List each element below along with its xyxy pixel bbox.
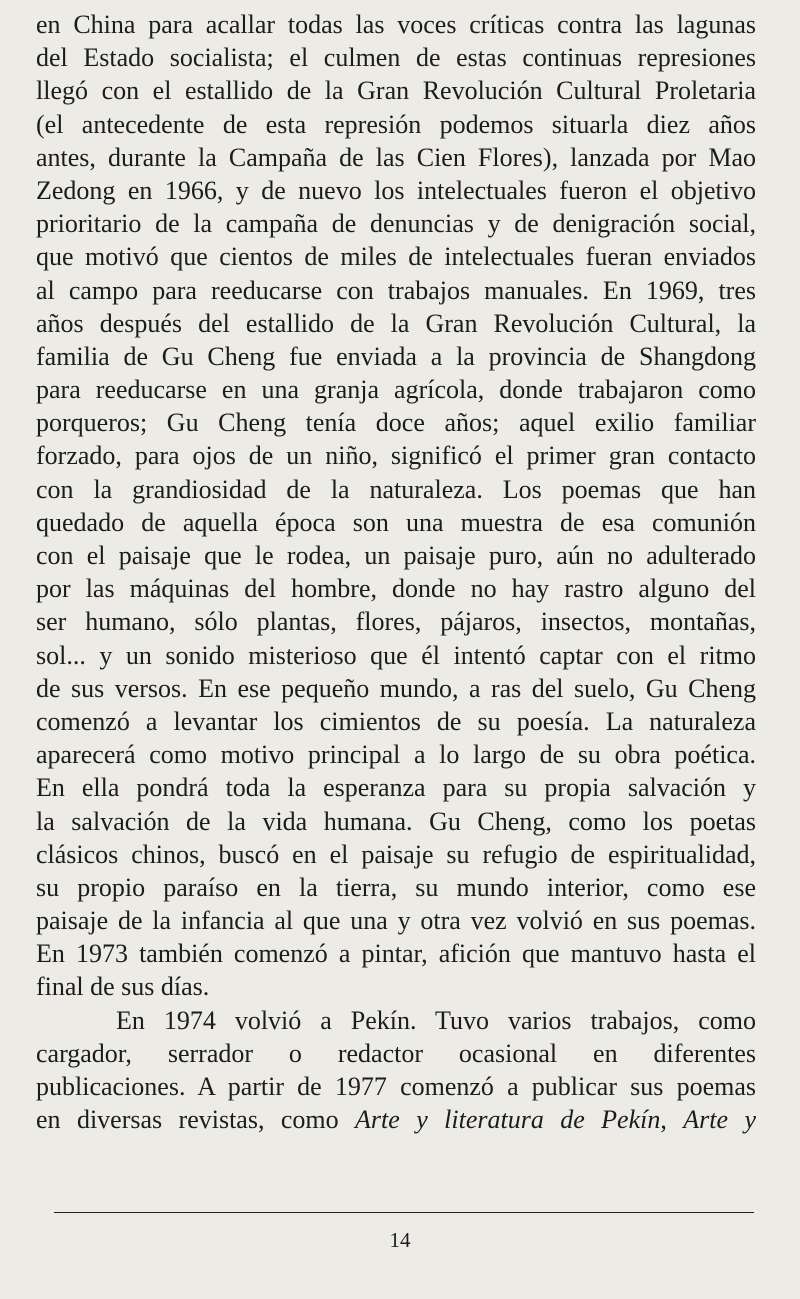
footer-rule: [54, 1212, 754, 1213]
paragraph-2: [36, 1004, 756, 1137]
text-line-with-titles: [36, 1103, 756, 1136]
text-line: sol... y un sonido misterioso que él intentó captar con el ritmo: [36, 640, 756, 670]
text-line: al campo para reeducarse con trabajos manuales. En 1969, tres: [36, 275, 756, 305]
line-prefix: en diversas revistas, como: [36, 1105, 356, 1135]
text-line: En ella pondrá toda la esperanza para su propia salvación y: [36, 773, 756, 803]
body-text: [36, 8, 756, 1136]
text-line: para reeducarse en una granja agrícola, donde trabajaron como: [36, 375, 756, 405]
magazine-title: Arte y: [683, 1105, 756, 1135]
text-line: llegó con el estallido de la Gran Revolución Cultural Proletaria: [36, 76, 756, 106]
text-line: antes, durante la Campaña de las Cien Flores), lanzada por Mao: [36, 142, 756, 172]
text-line: familia de Gu Cheng fue enviada a la provincia de Shangdong: [36, 341, 756, 371]
text-line: (el antecedente de esta represión podemos situarla diez años: [36, 109, 756, 139]
text-line: con la grandiosidad de la naturaleza. Los poemas que han: [36, 474, 756, 504]
text-line: publicaciones. A partir de 1977 comenzó a publicar sus poemas: [36, 1072, 756, 1101]
text-line: por las máquinas del hombre, donde no hay rastro alguno del: [36, 574, 756, 604]
text-line: final de sus días.: [36, 972, 210, 1002]
paragraph-1: [36, 8, 756, 1004]
text-line: prioritario de la campaña de denuncias y de denigración social,: [36, 209, 756, 239]
page-number: 14: [389, 1228, 411, 1252]
text-line: porqueros; Gu Cheng tenía doce años; aquel exilio familiar: [36, 408, 756, 438]
line-separator: ,: [660, 1105, 684, 1135]
text-line: su propio paraíso en la tierra, su mundo interior, como ese: [36, 872, 756, 902]
text-line: del Estado socialista; el culmen de estas continuas represiones: [36, 43, 756, 73]
text-line: años después del estallido de la Gran Revolución Cultural, la: [36, 308, 756, 338]
text-line: que motivó que cientos de miles de intelectuales fueran enviados: [36, 242, 756, 272]
text-line: clásicos chinos, buscó en el paisaje su refugio de espiritualidad,: [36, 839, 756, 869]
text-line: ser humano, sólo plantas, flores, pájaros, insectos, montañas,: [36, 607, 756, 637]
magazine-title: Arte y literatura de Pekín: [355, 1105, 661, 1135]
text-line: En 1973 también comenzó a pintar, afición que mantuvo hasta el: [36, 939, 756, 969]
text-line: comenzó a levantar los cimientos de su poesía. La naturaleza: [36, 706, 756, 736]
text-line: En 1974 volvió a Pekín. Tuvo varios trabajos, como: [116, 1005, 756, 1035]
text-line: la salvación de la vida humana. Gu Cheng, como los poetas: [36, 806, 756, 836]
text-line: quedado de aquella época son una muestra de esa comunión: [36, 507, 756, 537]
text-line: en China para acallar todas las voces críticas contra las lagunas: [36, 10, 756, 39]
text-line: con el paisaje que le rodea, un paisaje puro, aún no adulterado: [36, 541, 756, 570]
text-line: paisaje de la infancia al que una y otra vez volvió en sus poemas.: [36, 906, 756, 936]
text-line: cargador, serrador o redactor ocasional en diferentes: [36, 1038, 756, 1068]
text-line: aparecerá como motivo principal a lo largo de su obra poética.: [36, 740, 756, 770]
text-line: forzado, para ojos de un niño, significó el primer gran contacto: [36, 441, 756, 471]
text-line: de sus versos. En ese pequeño mundo, a ras del suelo, Gu Cheng: [36, 673, 756, 703]
text-line: Zedong en 1966, y de nuevo los intelectuales fueron el objetivo: [36, 175, 756, 205]
